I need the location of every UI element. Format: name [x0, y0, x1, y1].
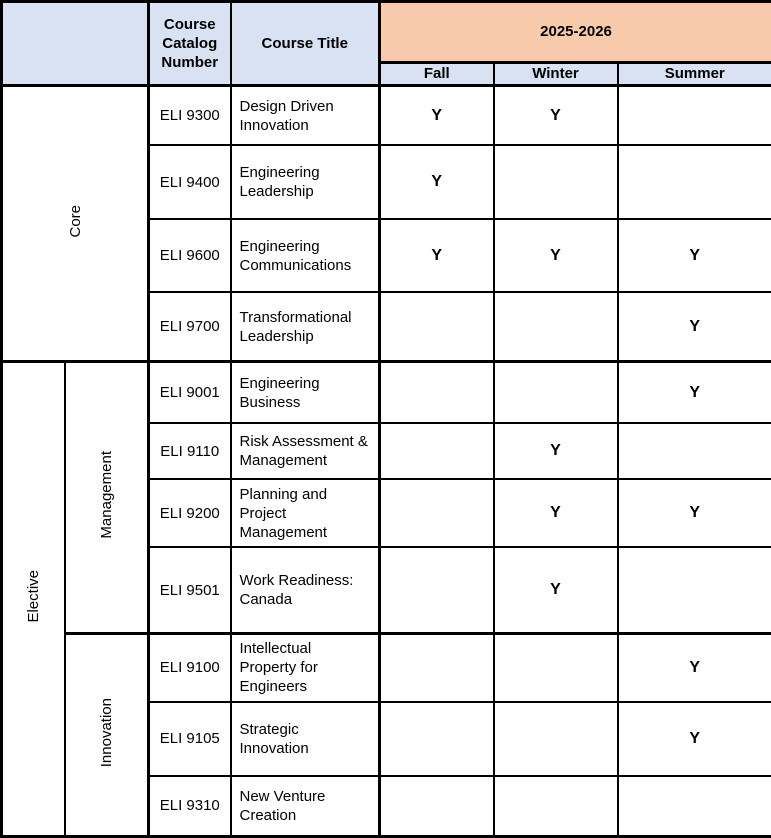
offered-winter-cell: [494, 776, 618, 837]
offered-fall-cell: [380, 776, 494, 837]
header-academic-year: 2025-2026: [380, 2, 771, 63]
category-elective: [2, 362, 65, 837]
header-term-winter: Winter: [494, 62, 618, 85]
offered-summer-cell: Y: [618, 633, 771, 701]
course-catalog-cell: ELI 9310: [149, 776, 231, 837]
offered-fall-cell: [380, 633, 494, 701]
category-core-label: Core: [66, 205, 84, 238]
offered-fall-cell: [380, 547, 494, 633]
header-row-year: [2, 2, 771, 63]
offered-winter-cell: [494, 292, 618, 362]
course-title-cell: Strategic Innovation: [231, 702, 380, 776]
offered-winter-cell: [494, 702, 618, 776]
offered-summer-cell: Y: [618, 292, 771, 362]
offered-winter-cell: Y: [494, 423, 618, 480]
subcategory-innovation-label: Innovation: [97, 697, 115, 768]
offered-fall-cell: Y: [380, 145, 494, 219]
course-catalog-cell: ELI 9100: [149, 633, 231, 701]
course-row: [2, 362, 771, 423]
course-title-cell: Design Driven Innovation: [231, 86, 380, 146]
course-catalog-cell: ELI 9501: [149, 547, 231, 633]
course-title-cell: Intellectual Property for Engineers: [231, 633, 380, 701]
offered-summer-cell: [618, 145, 771, 219]
offered-fall-cell: [380, 292, 494, 362]
subcategory-management: [65, 362, 149, 633]
offered-winter-cell: [494, 145, 618, 219]
header-term-fall: Fall: [380, 62, 494, 85]
header-blank-cell: [2, 2, 149, 86]
offered-summer-cell: [618, 423, 771, 480]
offered-fall-cell: [380, 362, 494, 423]
course-title-cell: Engineering Business: [231, 362, 380, 423]
header-course-title: Course Title: [231, 2, 380, 86]
course-catalog-cell: ELI 9400: [149, 145, 231, 219]
offered-fall-cell: Y: [380, 219, 494, 292]
course-catalog-cell: ELI 9105: [149, 702, 231, 776]
offered-summer-cell: Y: [618, 219, 771, 292]
offered-summer-cell: [618, 86, 771, 146]
offered-winter-cell: Y: [494, 86, 618, 146]
course-catalog-cell: ELI 9001: [149, 362, 231, 423]
offered-summer-cell: [618, 547, 771, 633]
header-course-catalog-number: Course Catalog Number: [149, 2, 231, 86]
course-title-cell: Work Readiness: Canada: [231, 547, 380, 633]
course-catalog-cell: ELI 9200: [149, 479, 231, 547]
course-catalog-cell: ELI 9110: [149, 423, 231, 480]
course-catalog-cell: ELI 9300: [149, 86, 231, 146]
category-elective-label: Elective: [24, 570, 42, 623]
offered-fall-cell: [380, 479, 494, 547]
offered-fall-cell: [380, 423, 494, 480]
course-title-cell: Planning and Project Management: [231, 479, 380, 547]
offered-fall-cell: [380, 702, 494, 776]
course-catalog-cell: ELI 9700: [149, 292, 231, 362]
category-core: [2, 86, 149, 362]
course-row: [2, 633, 771, 701]
offered-winter-cell: Y: [494, 547, 618, 633]
offered-summer-cell: Y: [618, 702, 771, 776]
course-catalog-cell: ELI 9600: [149, 219, 231, 292]
offered-winter-cell: [494, 362, 618, 423]
course-title-cell: New Venture Creation: [231, 776, 380, 837]
subcategory-management-label: Management: [97, 451, 115, 539]
course-title-cell: Risk Assessment & Management: [231, 423, 380, 480]
header-term-summer: Summer: [618, 62, 771, 85]
subcategory-innovation: [65, 633, 149, 836]
offered-summer-cell: Y: [618, 362, 771, 423]
course-title-cell: Engineering Leadership: [231, 145, 380, 219]
offered-winter-cell: [494, 633, 618, 701]
offered-summer-cell: Y: [618, 479, 771, 547]
offered-winter-cell: Y: [494, 219, 618, 292]
course-title-cell: Engineering Communications: [231, 219, 380, 292]
offered-summer-cell: [618, 776, 771, 837]
course-title-cell: Transformational Leadership: [231, 292, 380, 362]
offered-winter-cell: Y: [494, 479, 618, 547]
offered-fall-cell: Y: [380, 86, 494, 146]
course-row: [2, 86, 771, 146]
